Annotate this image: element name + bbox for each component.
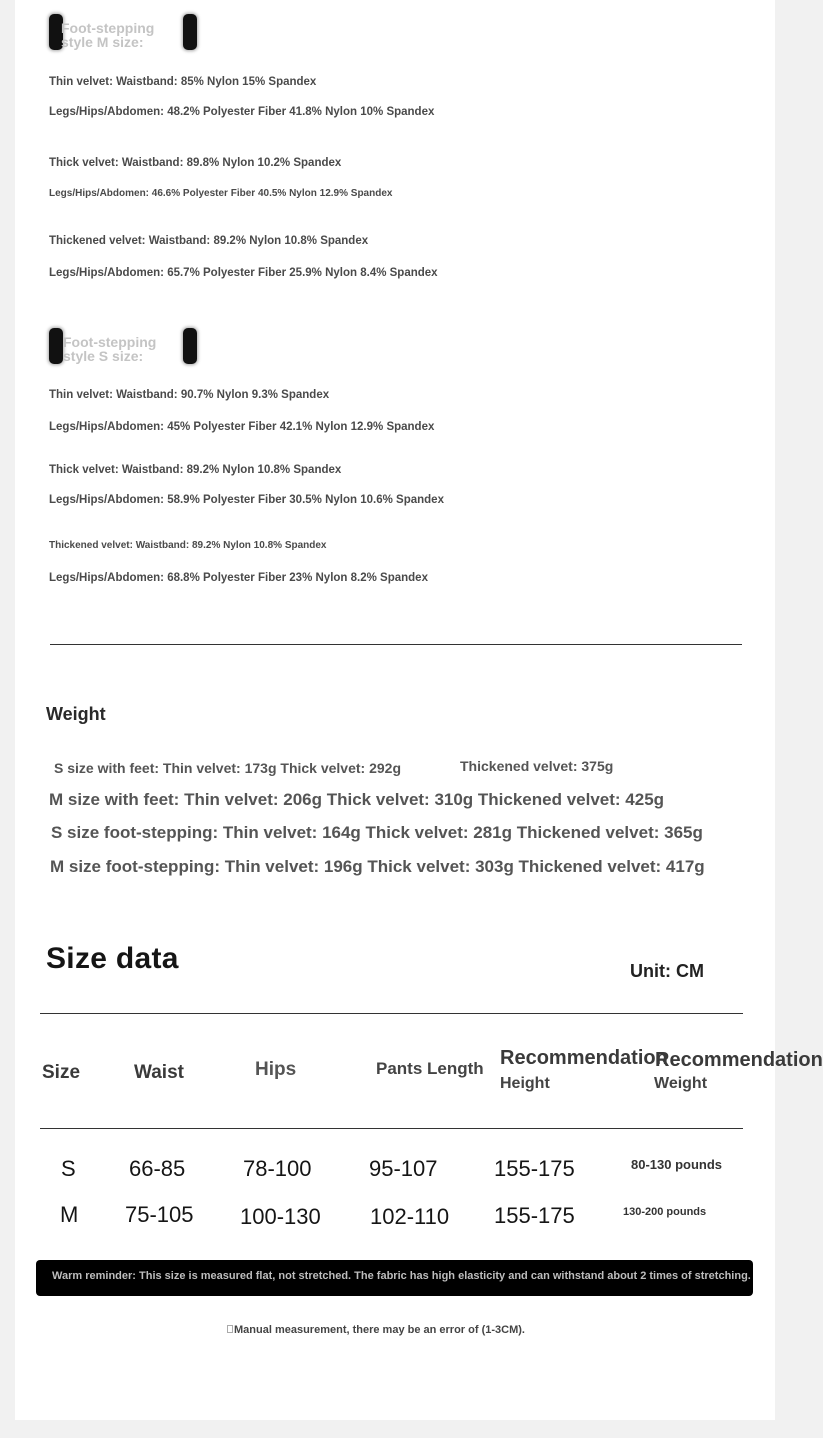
row-m-weight: 130-200 pounds — [623, 1206, 707, 1218]
measurement-note-text: Manual measurement, there may be an error of (1-3CM). — [234, 1324, 525, 1336]
m-thickened-body: Legs/Hips/Abdomen: 65.7% Polyester Fiber 25.9% Nylon 8.4% Spandex — [49, 267, 438, 279]
weight-s-feet-thickened: Thickened velvet: 375g — [460, 758, 614, 774]
header-hips: Hips — [255, 1059, 297, 1080]
m-heading-line2: style M size: — [61, 34, 144, 50]
row-m-waist: 75-105 — [125, 1202, 194, 1227]
s-thick-body: Legs/Hips/Abdomen: 58.9% Polyester Fiber 30.5% Nylon 10.6% Spandex — [49, 494, 444, 506]
s-thin-waistband: Thin velvet: Waistband: 90.7% Nylon 9.3% Spandex — [49, 389, 330, 401]
unit-label: Unit: CM — [630, 961, 704, 981]
row-s-height: 155-175 — [494, 1156, 575, 1181]
weight-s-feet: S size with feet: Thin velvet: 173g Thick velvet: 292g — [54, 760, 402, 776]
s-thickened-waistband: Thickened velvet: Waistband: 89.2% Nylon 10.8% Spandex — [49, 540, 327, 551]
weight-m-feet: M size with feet: Thin velvet: 206g Thick velvet: 310g Thickened velvet: 425g — [49, 790, 665, 809]
table-top-rule — [40, 1013, 743, 1014]
size-data-title: Size data — [46, 942, 179, 975]
row-m-hips: 100-130 — [240, 1204, 321, 1229]
header-rec-height-line1: Recommendation — [500, 1047, 668, 1069]
row-s-size: S — [61, 1156, 76, 1181]
warm-reminder-text: Warm reminder: This size is measured flat, not stretched. The fabric has high elasticity and can withstand about 2 times of stretching. — [52, 1270, 751, 1282]
section-divider — [50, 644, 742, 645]
weight-m-foot-stepping: M size foot-stepping: Thin velvet: 196g Thick velvet: 303g Thickened velvet: 417g — [50, 857, 705, 876]
row-s-pants-length: 95-107 — [369, 1156, 438, 1181]
weight-title: Weight — [46, 704, 106, 724]
header-pants-length: Pants Length — [376, 1059, 484, 1078]
row-m-height: 155-175 — [494, 1203, 575, 1228]
s-thin-body: Legs/Hips/Abdomen: 45% Polyester Fiber 42.1% Nylon 12.9% Spandex — [49, 421, 435, 433]
m-thin-body: Legs/Hips/Abdomen: 48.2% Polyester Fiber 41.8% Nylon 10% Spandex — [49, 106, 435, 118]
s-thickened-body: Legs/Hips/Abdomen: 68.8% Polyester Fiber 23% Nylon 8.2% Spandex — [49, 572, 428, 584]
s-thick-waistband: Thick velvet: Waistband: 89.2% Nylon 10.8% Spandex — [49, 464, 342, 476]
m-size-heading — [48, 14, 198, 52]
m-thin-waistband: Thin velvet: Waistband: 85% Nylon 15% Spandex — [49, 76, 317, 88]
checkbox-glyph-icon — [227, 1325, 233, 1333]
row-s-hips: 78-100 — [243, 1156, 312, 1181]
row-s-waist: 66-85 — [129, 1156, 186, 1181]
table-header-rule — [40, 1128, 743, 1129]
s-heading-line1: Foot-stepping — [63, 334, 157, 350]
m-heading-line1: Foot-stepping — [61, 20, 155, 36]
s-size-heading — [48, 328, 198, 366]
s-heading-line2: style S size: — [63, 348, 144, 364]
row-m-pants-length: 102-110 — [370, 1204, 450, 1229]
header-rec-weight-line2: Weight — [654, 1075, 708, 1092]
warm-reminder-banner — [36, 1260, 753, 1296]
header-rec-height-line2: Height — [500, 1075, 550, 1092]
header-rec-weight-line1: Recommendation — [655, 1049, 823, 1071]
row-s-weight: 80-130 pounds — [631, 1157, 723, 1172]
header-waist: Waist — [134, 1062, 184, 1083]
measurement-note — [227, 1324, 525, 1336]
row-m-size: M — [60, 1202, 79, 1227]
m-thickened-waistband: Thickened velvet: Waistband: 89.2% Nylon 10.8% Spandex — [49, 235, 369, 247]
heading-bar-left — [49, 328, 63, 364]
m-thick-body: Legs/Hips/Abdomen: 46.6% Polyester Fiber 40.5% Nylon 12.9% Spandex — [49, 188, 393, 199]
header-size: Size — [42, 1062, 81, 1083]
m-thick-waistband: Thick velvet: Waistband: 89.8% Nylon 10.2% Spandex — [49, 157, 342, 169]
weight-s-foot-stepping: S size foot-stepping: Thin velvet: 164g Thick velvet: 281g Thickened velvet: 365g — [51, 823, 703, 842]
